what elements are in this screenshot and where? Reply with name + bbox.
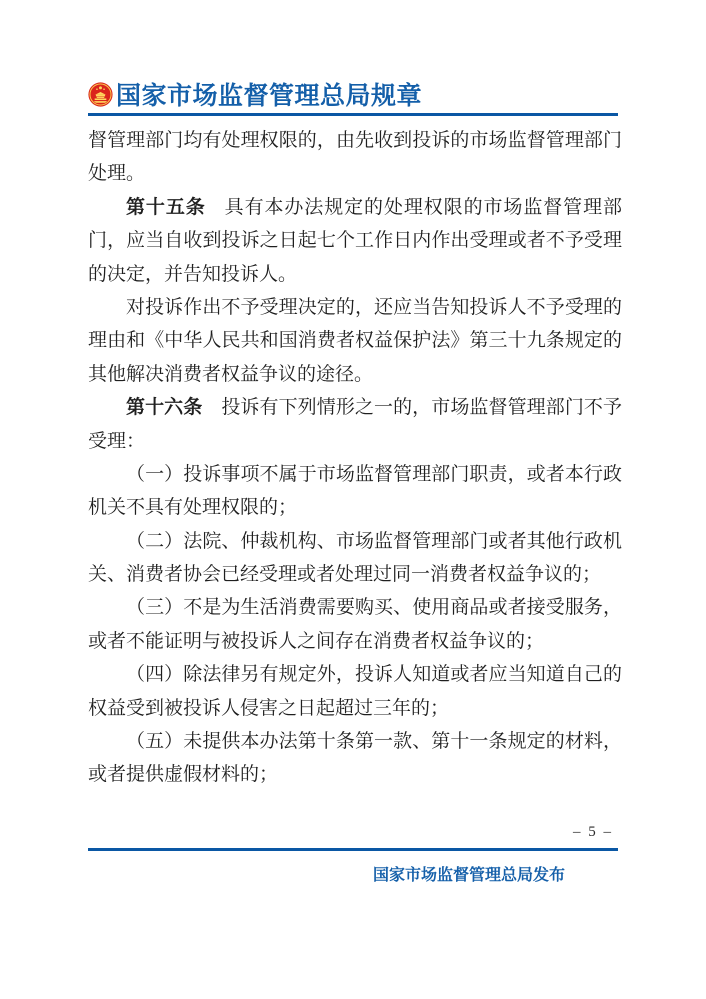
text-line: 督管理部门均有处理权限的，由先收到投诉的市场监督管理部门 xyxy=(88,130,622,151)
text-line: 第十五条 具有本办法规定的处理权限的市场监督管理部 xyxy=(126,196,622,218)
text-line: 或者不能证明与被投诉人之间存在消费者权益争议的； xyxy=(88,630,545,652)
article-number: 第十五条 xyxy=(126,196,206,218)
text-line: （三）不是为生活消费需要购买、使用商品或者接受服务， xyxy=(126,597,622,619)
text-line: 处理。 xyxy=(88,163,146,185)
text-line: 机关不具有处理权限的； xyxy=(88,497,298,519)
publisher-label: 国家市场监督管理总局发布 xyxy=(372,867,565,884)
text-line: 权益受到被投诉人侵害之日起超过三年的； xyxy=(88,697,450,719)
text-line: 关、消费者协会已经受理或者处理过同一消费者权益争议的； xyxy=(88,564,602,586)
page-number: – 5 – xyxy=(573,824,613,840)
page-header xyxy=(88,78,622,110)
text-line: 门，应当自收到投诉之日起七个工作日内作出受理或者不予受理 xyxy=(88,230,622,252)
page-title: 国家市场监督管理总局规章 xyxy=(116,82,423,110)
national-emblem-icon xyxy=(88,82,113,107)
text-line: （五）未提供本办法第十条第一款、第十一条规定的材料， xyxy=(126,731,622,753)
text-line: 或者提供虚假材料的； xyxy=(88,764,279,786)
article-number: 第十六条 xyxy=(126,397,203,419)
text-line: （二）法院、仲裁机构、市场监督管理部门或者其他行政机 xyxy=(126,530,622,552)
text-line: 第十六条 投诉有下列情形之一的，市场监督管理部门不予 xyxy=(126,397,622,419)
text-line: 的决定，并告知投诉人。 xyxy=(88,263,298,285)
text-line: 受理： xyxy=(88,430,146,452)
text-line: 其他解决消费者权益争议的途径。 xyxy=(88,363,374,385)
footer-divider xyxy=(88,848,618,851)
text-line: 理由和《中华人民共和国消费者权益保护法》第三十九条规定的 xyxy=(88,330,622,352)
text-line: （一）投诉事项不属于市场监督管理部门职责，或者本行政 xyxy=(126,463,622,485)
header-divider xyxy=(88,113,618,116)
text-line: （四）除法律另有规定外，投诉人知道或者应当知道自己的 xyxy=(126,664,622,686)
document-body xyxy=(88,124,622,792)
text-line: 对投诉作出不予受理决定的，还应当告知投诉人不予受理的 xyxy=(126,296,622,318)
